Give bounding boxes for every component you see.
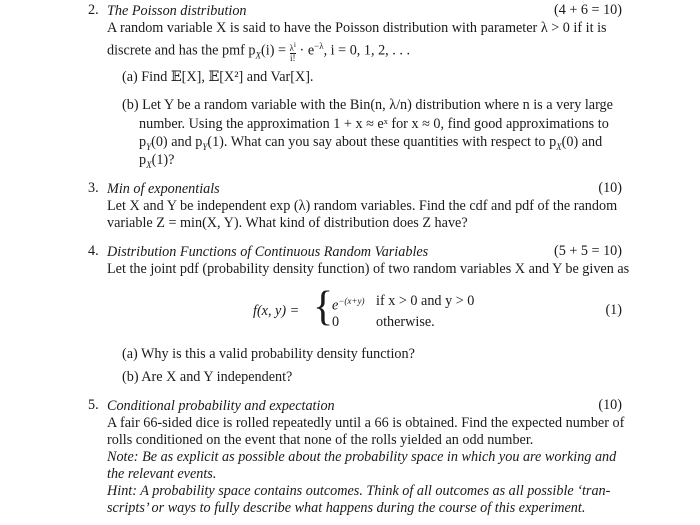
problem-2-part-b-line-1: (b) Let Y be a random variable with the Bin(n, λ/n) distribution where n is a very large: [122, 97, 613, 113]
problem-3-title: Min of exponentials: [107, 181, 220, 197]
problem-2-part-a: (a) Find 𝔼[X], 𝔼[X²] and Var[X].: [122, 69, 314, 85]
equation-case-2-value: 0: [332, 314, 340, 330]
problem-5-title: Conditional probability and expectation: [107, 398, 335, 414]
problem-3-line-2: variable Z = min(X, Y). What kind of distribution does Z have?: [107, 215, 468, 231]
problem-5-number: 5.: [88, 397, 99, 413]
problem-2-number: 2.: [88, 2, 99, 18]
problem-3-line-1: Let X and Y be independent exp (λ) random variables. Find the cdf and pdf of the random: [107, 198, 618, 214]
problem-5-line-2: rolls conditioned on the event that none of the rolls yielded an odd number.: [107, 432, 534, 448]
problem-2-part-b-line-3: $p_Y(0)$ and $p_Y(1)$. What can you say about these quantities with respect to $p_X(0)$ and: [139, 134, 603, 152]
problem-5-note-line-1: Note: Be as explicit as possible about the probability space in which you are working and: [107, 449, 617, 465]
equation-brace: {: [313, 284, 334, 330]
problem-4-part-a: (a) Why is this a valid probability density function?: [122, 346, 415, 362]
problem-2-line-1: A random variable X is said to have the Poisson distribution with parameter λ > 0 if it is: [107, 20, 607, 36]
problem-2-points: (4 + 6 = 10): [553, 2, 622, 18]
problem-2-part-b-line-2: number. Using the approximation 1 + x ≈ eˣ for x ≈ 0, find good approximations to: [139, 116, 609, 132]
problem-5-hint-line-1: Hint: A probability space contains outcomes. Think of all outcomes as all possible ‘tran-: [107, 483, 611, 499]
problem-4-part-b: (b) Are X and Y independent?: [122, 369, 293, 385]
problem-3-number: 3.: [88, 180, 99, 196]
problem-3-points: (10): [598, 180, 622, 196]
problem-4-number: 4.: [88, 243, 99, 259]
equation-number: (1): [605, 302, 622, 318]
problem-4-line-1: Let the joint pdf (probability density function) of two random variables X and Y be given as: [107, 261, 630, 277]
equation-case-2-condition: otherwise.: [376, 314, 435, 330]
problem-5-hint-line-2: scripts’ or ways to fully describe what happens during the course of this experiment.: [107, 500, 586, 516]
equation-case-1-value: $e^{-(x+y)}$: [332, 296, 365, 314]
problem-5-points: (10): [598, 397, 622, 413]
problem-5-note-line-2: the relevant events.: [107, 466, 217, 482]
problem-2-pmf-line: discrete and has the pmf $p_X(i)$ = $\frac{\lambda^i}{i!}$ · $e^{-\lambda}$, i = 0, 1, 2, . . .: [107, 39, 411, 63]
problem-4-points: (5 + 5 = 10): [553, 243, 622, 259]
equation-lhs: f(x, y) =: [253, 303, 300, 319]
problem-2-part-b-line-4: $p_X(1)$?: [139, 152, 175, 170]
equation-case-1-condition: if x > 0 and y > 0: [376, 293, 475, 309]
problem-5-line-1: A fair 66-sided dice is rolled repeatedly until a 66 is obtained. Find the expected number of: [107, 415, 625, 431]
problem-4-title: Distribution Functions of Continuous Random Variables: [107, 244, 429, 260]
problem-2-title: The Poisson distribution: [107, 3, 247, 19]
